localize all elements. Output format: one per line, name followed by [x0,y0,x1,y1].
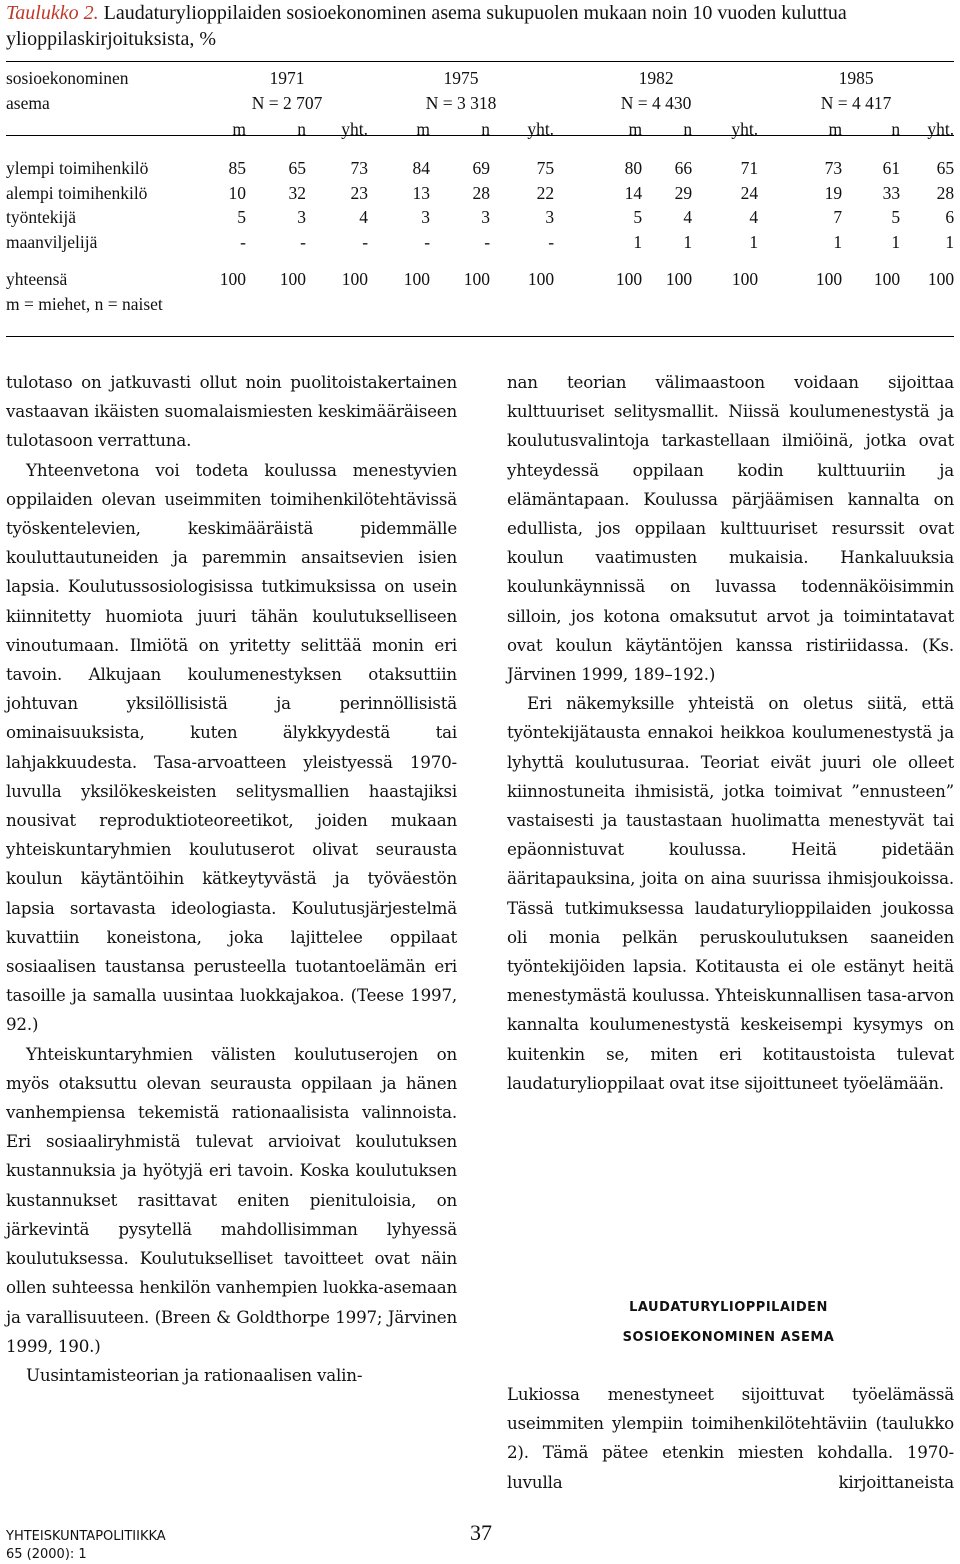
table-cell: - [424,231,431,252]
table-cell: - [300,231,306,252]
row-label: työntekijä [6,207,76,227]
paragraph: Eri näkemyksille yhteistä on oletus siitä, että työntekijätausta ennakoi heikkoa koulumenestystä ja lyhyttä koulutusuraa. Teoriat eivät juuri ole olleet kiinnostuneita ihmisistä, jotka toimivat ”ennusteen” vastaisesti ja taustastaan huolimatta menestyvät tai epäonnistuvat koulussa. Heitä pidetään ääritapauksina, joita on aina suurissa ihmisjoukoissa. Tässä tutkimuksessa laudaturylioppilaiden joukossa oli monia pelkän peruskoulutuksen saaneiden työntekijöiden lapsia. Kotitausta ei ole estänyt heitä menestymästä koulussa. Yhteiskunnallisen tasa-arvon kannalta koulumenestystä keskeisempi kysymys on kuitenkin se, miten eri kotitaustoista tulevat laudaturylioppilaat ovat itse sijoittuneet työelämään. [507,693,954,1093]
table-header-sub-row [6,115,954,143]
sub-header-yht: yht. [341,119,369,139]
paragraph: Uusintamisteorian ja rationaalisen valin- [26,1364,363,1385]
table-cell: 3 [545,207,555,227]
row-label: alempi toimihenkilö [6,182,148,203]
row-label: yhteensä [6,269,68,289]
table-cell: 1 [891,231,901,252]
table-cell: 24 [740,182,759,203]
table-cell: 28 [472,182,491,203]
paragraph: Lukiossa menestyneet sijoittuvat työelämässä useimmiten ylempiin toimihenkilötehtäviin (taulukko 2). Tämä pätee etenkin miesten kohdalla. 1970-luvulla kirjoittaneista [507,1384,954,1492]
table-caption-text: Laudaturylioppilaiden sosioekonominen asema sukupuolen mukaan noin 10 vuoden kuluttua ylioppilaskirjoituksista, % [6,2,847,50]
n-header: N = 4 430 [620,92,692,113]
table-cell: 73 [824,158,843,178]
table-cell: 100 [279,269,306,289]
table-cell: 1 [945,231,955,252]
table-bottom-rule [6,336,954,337]
table-cell: 65 [288,158,306,178]
data-table [6,66,954,316]
row-spacer [6,143,954,156]
table-header-n-row [6,91,954,116]
table-cell: 75 [536,158,555,178]
table-cell: 10 [228,182,246,203]
n-header: N = 4 417 [820,92,892,113]
year-header: 1971 [269,68,305,88]
journal-name: YHTEISKUNTAPOLITIIKKA [6,1529,166,1544]
year-header: 1982 [638,68,674,88]
row-header-line2: asema [6,92,50,113]
table-caption [6,0,954,52]
table-cell: 1 [633,231,643,252]
table-cell: 1 [749,231,759,252]
table-cell: 100 [615,269,643,289]
table-row [6,156,954,181]
table-cell: 61 [882,158,901,178]
table-cell: - [362,231,369,252]
table-cell: 19 [824,182,843,203]
paragraph: nan teorian välimaastoon voidaan sijoittaa kulttuuriset selitysmallit. Niissä koulumenestystä ja koulutusvalintoja tarkastellaan ilmiöinä, jotka ovat yhteydessä oppilaan kodin kulttuuriin ja elämäntapaan. Koulussa pärjäämisen kannalta on edullista, jos oppilaan kulttuuriset resurssit ovat koulun vaatimusten mukaisia. Hankaluuksia koulunkäynnissä on luvassa todennäköisimmin silloin, jos kotona omaksutut arvot ja toimintatavat ovat koulun käytäntöjen kanssa ristiriidassa. (Ks. Järvinen 1999, 189–192.) [507,372,954,685]
sub-header-n: n [891,119,901,139]
table-cell: 1 [833,231,843,252]
year-header: 1985 [838,68,874,88]
sub-header-m: m [416,119,431,139]
table-cell: 29 [674,182,693,203]
sub-header-yht: yht. [527,119,555,139]
sub-header-m: m [628,119,643,139]
table-caption-label: Taulukko 2. [6,2,99,24]
table-cell: 100 [927,269,955,289]
table-cell: 14 [624,182,643,203]
table-cell: 5 [891,207,901,227]
journal-footer [6,1528,166,1564]
table-cell: 84 [412,158,431,178]
section-text-column [507,1380,954,1497]
paragraph: Yhteenvetona voi todeta koulussa menestyvien oppilaiden olevan useimmiten toimihenkilötehtävissä työskentelevien, keskimääräistä pidemmälle kouluttautuneiden ja paremmin ansaitsevien isien lapsia. Koulutussosiologisissa tutkimuksissa on usein kiinnitetty huomiota juuri tähän koulutukselliseen vinoutumaan. Ilmiötä on yritetty selittää monin eri tavoin. Alkujaan koulumenestyksen otaksuttiin johtuvan yksilöllisistä ja perinnöllisistä ominaisuuksista, kuten älykkyydestä tai lahjakkuudesta. Tasa-arvoatteen yleistyessä 1970-luvulla yksilökeskeisten selitysmallien haastajiksi nousivat reproduktioteoreetikot, joiden mukaan yhteiskuntaryhmien koulutuserot olivat seurausta koulun käytäntöihin kätkeytyvästä ja työväestön lapsia sortavasta ideologiasta. Koulutusjärjestelmä kuvattiin koneistona, joka lajittelee oppilaat sosiaalisen taustansa perusteella tuotantoelämän eri tasoille ja samalla uusintaa luokkajakoa. (Teese 1997, 92.) [6,459,457,1035]
sub-header-n: n [481,119,491,139]
table-top-rule [6,61,954,62]
table-cell: 3 [421,207,431,227]
table-cell: 100 [665,269,693,289]
table-cell: - [548,231,555,252]
table-cell: 80 [624,158,643,178]
sub-header-m: m [828,119,843,139]
table-cell: 7 [833,207,843,227]
table-cell: 13 [412,182,431,203]
table-cell: 5 [633,207,643,227]
table-cell: 66 [674,158,693,178]
table-cell: 6 [945,207,955,227]
section-heading-line2: SOSIOEKONOMINEN ASEMA [622,1330,835,1345]
table-cell: 100 [463,269,491,289]
table-cell: 4 [683,207,693,227]
table-note: m = miehet, n = naiset [6,293,163,314]
sub-header-n: n [297,119,306,139]
sub-header-yht: yht. [731,119,759,139]
year-header: 1975 [443,68,479,88]
n-header: N = 3 318 [425,92,497,113]
table-cell: 23 [350,182,369,203]
page-number: 37 [470,1520,492,1545]
paragraph: Yhteiskuntaryhmien välisten koulutuserojen on myös otaksuttu olevan seurausta oppilaan ja hänen vanhempiensa tekemistä rationaalisista valinnoista. Eri sosiaaliryhmistä tulevat arvioivat koulutuksen kustannuksia ja hyötyjä eri tavoin. Koska koulutuksen kustannukset rasittavat eniten pienituloisia, on järkevintä pysytellä mahdollisimman lyhyessä koulutuksessa. Koulutukselliset tavoitteet ovat näin ollen suhteessa henkilön vanhempien luokka-asemaan ja varallisuuteen. (Breen & Goldthorpe 1997; Järvinen 1999, 190.) [6,1043,457,1356]
row-header-line1: sosioekonominen [6,68,129,88]
table-cell: 32 [288,182,306,203]
table-cell: 33 [882,182,901,203]
table-total-row [6,267,954,292]
table-cell: 28 [936,182,955,203]
table-cell: 71 [740,158,759,178]
table-cell: 65 [936,158,955,178]
table-cell: 3 [481,207,491,227]
table-cell: 69 [472,158,491,178]
table-body [6,143,954,316]
sub-header-n: n [683,119,693,139]
table-cell: 4 [359,207,369,227]
table-cell: 1 [683,231,693,252]
table-cell: 100 [527,269,555,289]
journal-issue: 65 (2000): 1 [6,1547,87,1562]
table-header-rule [6,135,954,136]
table-cell: 73 [350,158,369,178]
row-label: ylempi toimihenkilö [6,158,149,178]
row-spacer [6,254,954,267]
table-cell: 100 [341,269,369,289]
paragraph: tulotaso on jatkuvasti ollut noin puolitoistakertainen vastaavan ikäisten suomalaismiesten keskimääräiseen tulotasoon verrattuna. [6,372,457,451]
right-text-column [507,368,954,1098]
table-cell: 100 [403,269,431,289]
table-cell: - [484,231,491,252]
table-cell: 100 [219,269,246,289]
table-cell: 5 [237,207,246,227]
table-cell: - [240,231,246,252]
table-cell: 100 [873,269,901,289]
section-heading-line1: LAUDATURYLIOPPILAIDEN [629,1300,828,1315]
table-cell: 85 [228,158,246,178]
table-row [6,181,954,206]
n-header: N = 2 707 [251,92,323,113]
table-cell: 3 [297,207,306,227]
table-cell: 4 [749,207,759,227]
left-text-column [6,368,457,1390]
table-row [6,230,954,255]
sub-header-m: m [232,119,246,139]
row-label: maanviljelijä [6,231,98,252]
table-cell: 100 [731,269,759,289]
table-header-year-row [6,66,954,91]
table-row [6,205,954,230]
table-note-row [6,292,954,317]
sub-header-yht: yht. [927,119,955,139]
table-cell: 100 [815,269,843,289]
table-cell: 22 [536,182,555,203]
